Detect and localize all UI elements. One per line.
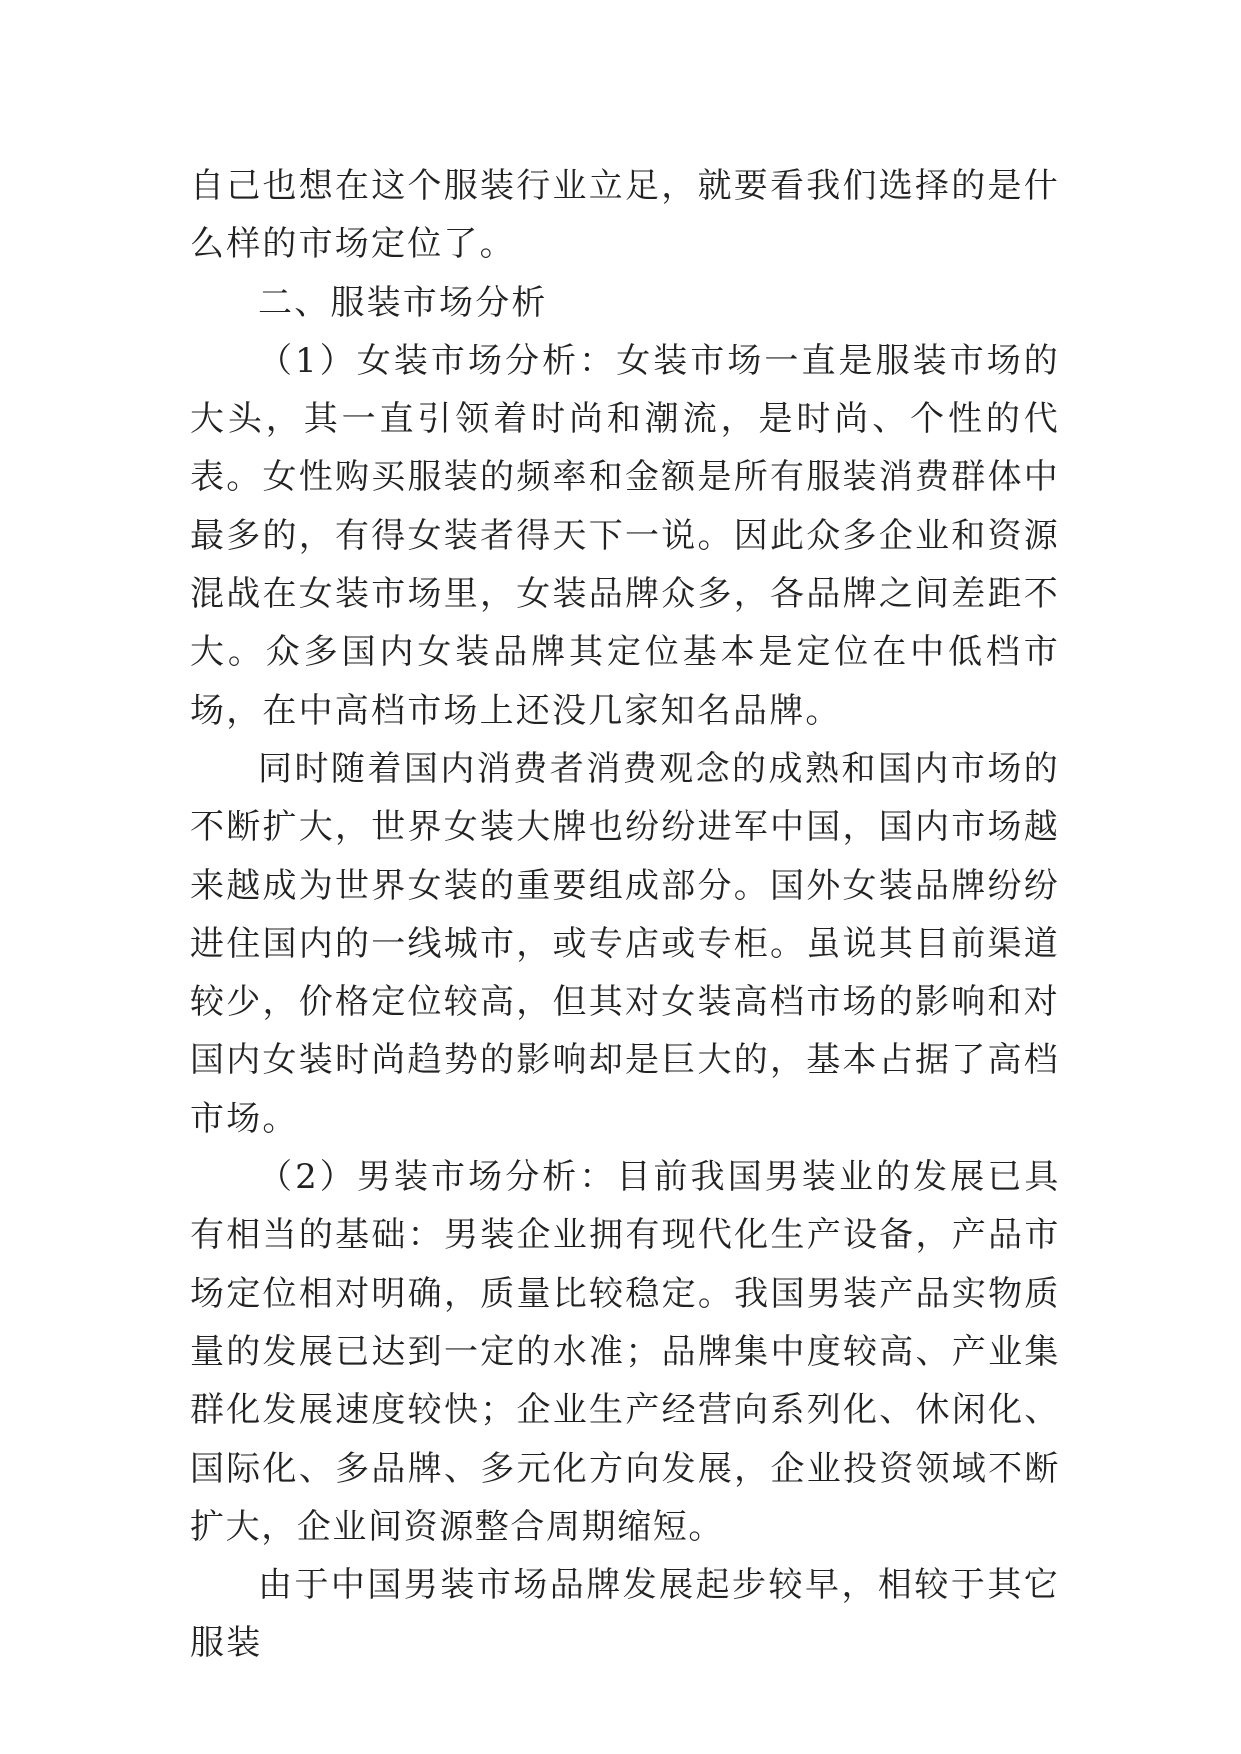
paragraph-menswear-analysis: （2）男装市场分析：目前我国男装业的发展已具有相当的基础：男装企业拥有现代化生产设备，产品市场定位相对明确，质量比较稳定。我国男装产品实物质量的发展已达到一定的水准；品牌集中度较高、产业集群化发展速度较快；企业生产经营向系列化、休闲化、国际化、多品牌、多元化方向发展，企业投资领域不断扩大，企业间资源整合周期缩短。	[190, 1157, 1060, 1547]
document-body	[190, 157, 1060, 1673]
paragraph-menswear-brands: 由于中国男装市场品牌发展起步较早，相较于其它服装	[190, 1565, 1060, 1664]
paragraph-womenswear-analysis: （1）女装市场分析：女装市场一直是服装市场的大头，其一直引领着时尚和潮流，是时尚、个性的代表。女性购买服装的频率和金额是所有服装消费群体中最多的，有得女装者得天下一说。因此众多企业和资源混战在女装市场里，女装品牌众多，各品牌之间差距不大。众多国内女装品牌其定位基本是定位在中低档市场，在中高档市场上还没几家知名品牌。	[190, 340, 1060, 731]
section-heading-market-analysis: 二、服装市场分析	[258, 282, 548, 323]
paragraph-intro-continuation: 自己也想在这个服装行业立足，就要看我们选择的是什么样的市场定位了。	[190, 166, 1060, 265]
paragraph-womenswear-international: 同时随着国内消费者消费观念的成熟和国内市场的不断扩大，世界女装大牌也纷纷进军中国，国内市场越来越成为世界女装的重要组成部分。国外女装品牌纷纷进住国内的一线城市，或专店或专柜。虽说其目前渠道较少，价格定位较高，但其对女装高档市场的影响和对国内女装时尚趋势的影响却是巨大的，基本占据了高档市场。	[190, 748, 1060, 1139]
